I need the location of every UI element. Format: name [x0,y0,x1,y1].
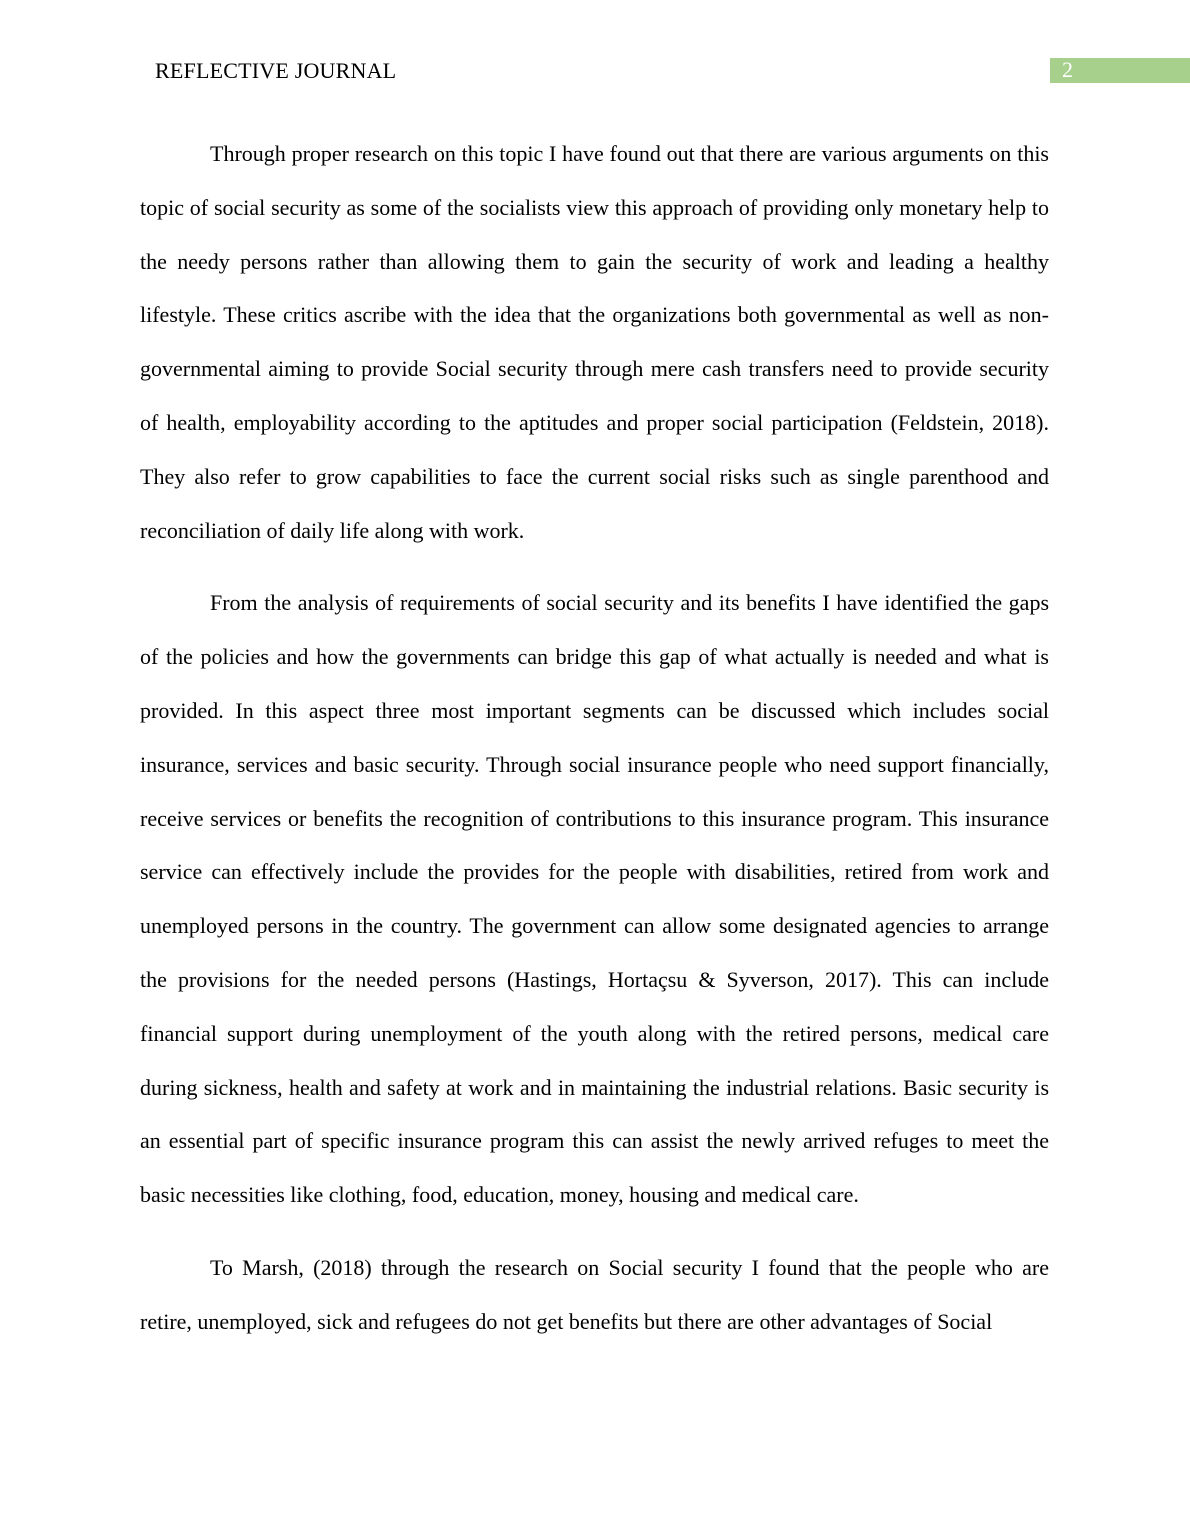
paragraph-2: From the analysis of requirements of social security and its benefits I have identified the gaps of the policies and how the governments can bridge this gap of what actually is needed and what is provided. In this aspect three most important segments can be discussed which includes social insurance, services and basic security. Through social insurance people who need support financially, receive services or benefits the recognition of contributions to this insurance program. This insurance service can effectively include the provides for the people with disabilities, retired from work and unemployed persons in the country. The government can allow some designated agencies to arrange the provisions for the needed persons (Hastings, Hortaçsu & Syverson, 2017). This can include financial support during unemployment of the youth along with the retired persons, medical care during sickness, health and safety at work and in maintaining the industrial relations. Basic security is an essential part of specific insurance program this can assist the newly arrived refuges to meet the basic necessities like clothing, food, education, money, housing and medical care. [140,590,1049,1208]
page-number-band [1050,58,1190,83]
paragraph-1: Through proper research on this topic I have found out that there are various arguments on this topic of social security as some of the socialists view this approach of providing only monetary help to the needy persons rather than allowing them to gain the security of work and leading a healthy lifestyle. These critics ascribe with the idea that the organizations both governmental as well as non-governmental aiming to provide Social security through mere cash transfers need to provide security of health, employability according to the aptitudes and proper social participation (Feldstein, 2018). They also refer to grow capabilities to face the current social risks such as single parenthood and reconciliation of daily life along with work. [140,141,1049,543]
running-head: REFLECTIVE JOURNAL [155,58,397,83]
document-body [140,127,1049,1368]
page-number: 2 [1062,57,1073,82]
paragraph-3: To Marsh, (2018) through the research on Social security I found that the people who are retire, unemployed, sick and refugees do not get benefits but there are other advantages of Social [140,1254,1049,1334]
